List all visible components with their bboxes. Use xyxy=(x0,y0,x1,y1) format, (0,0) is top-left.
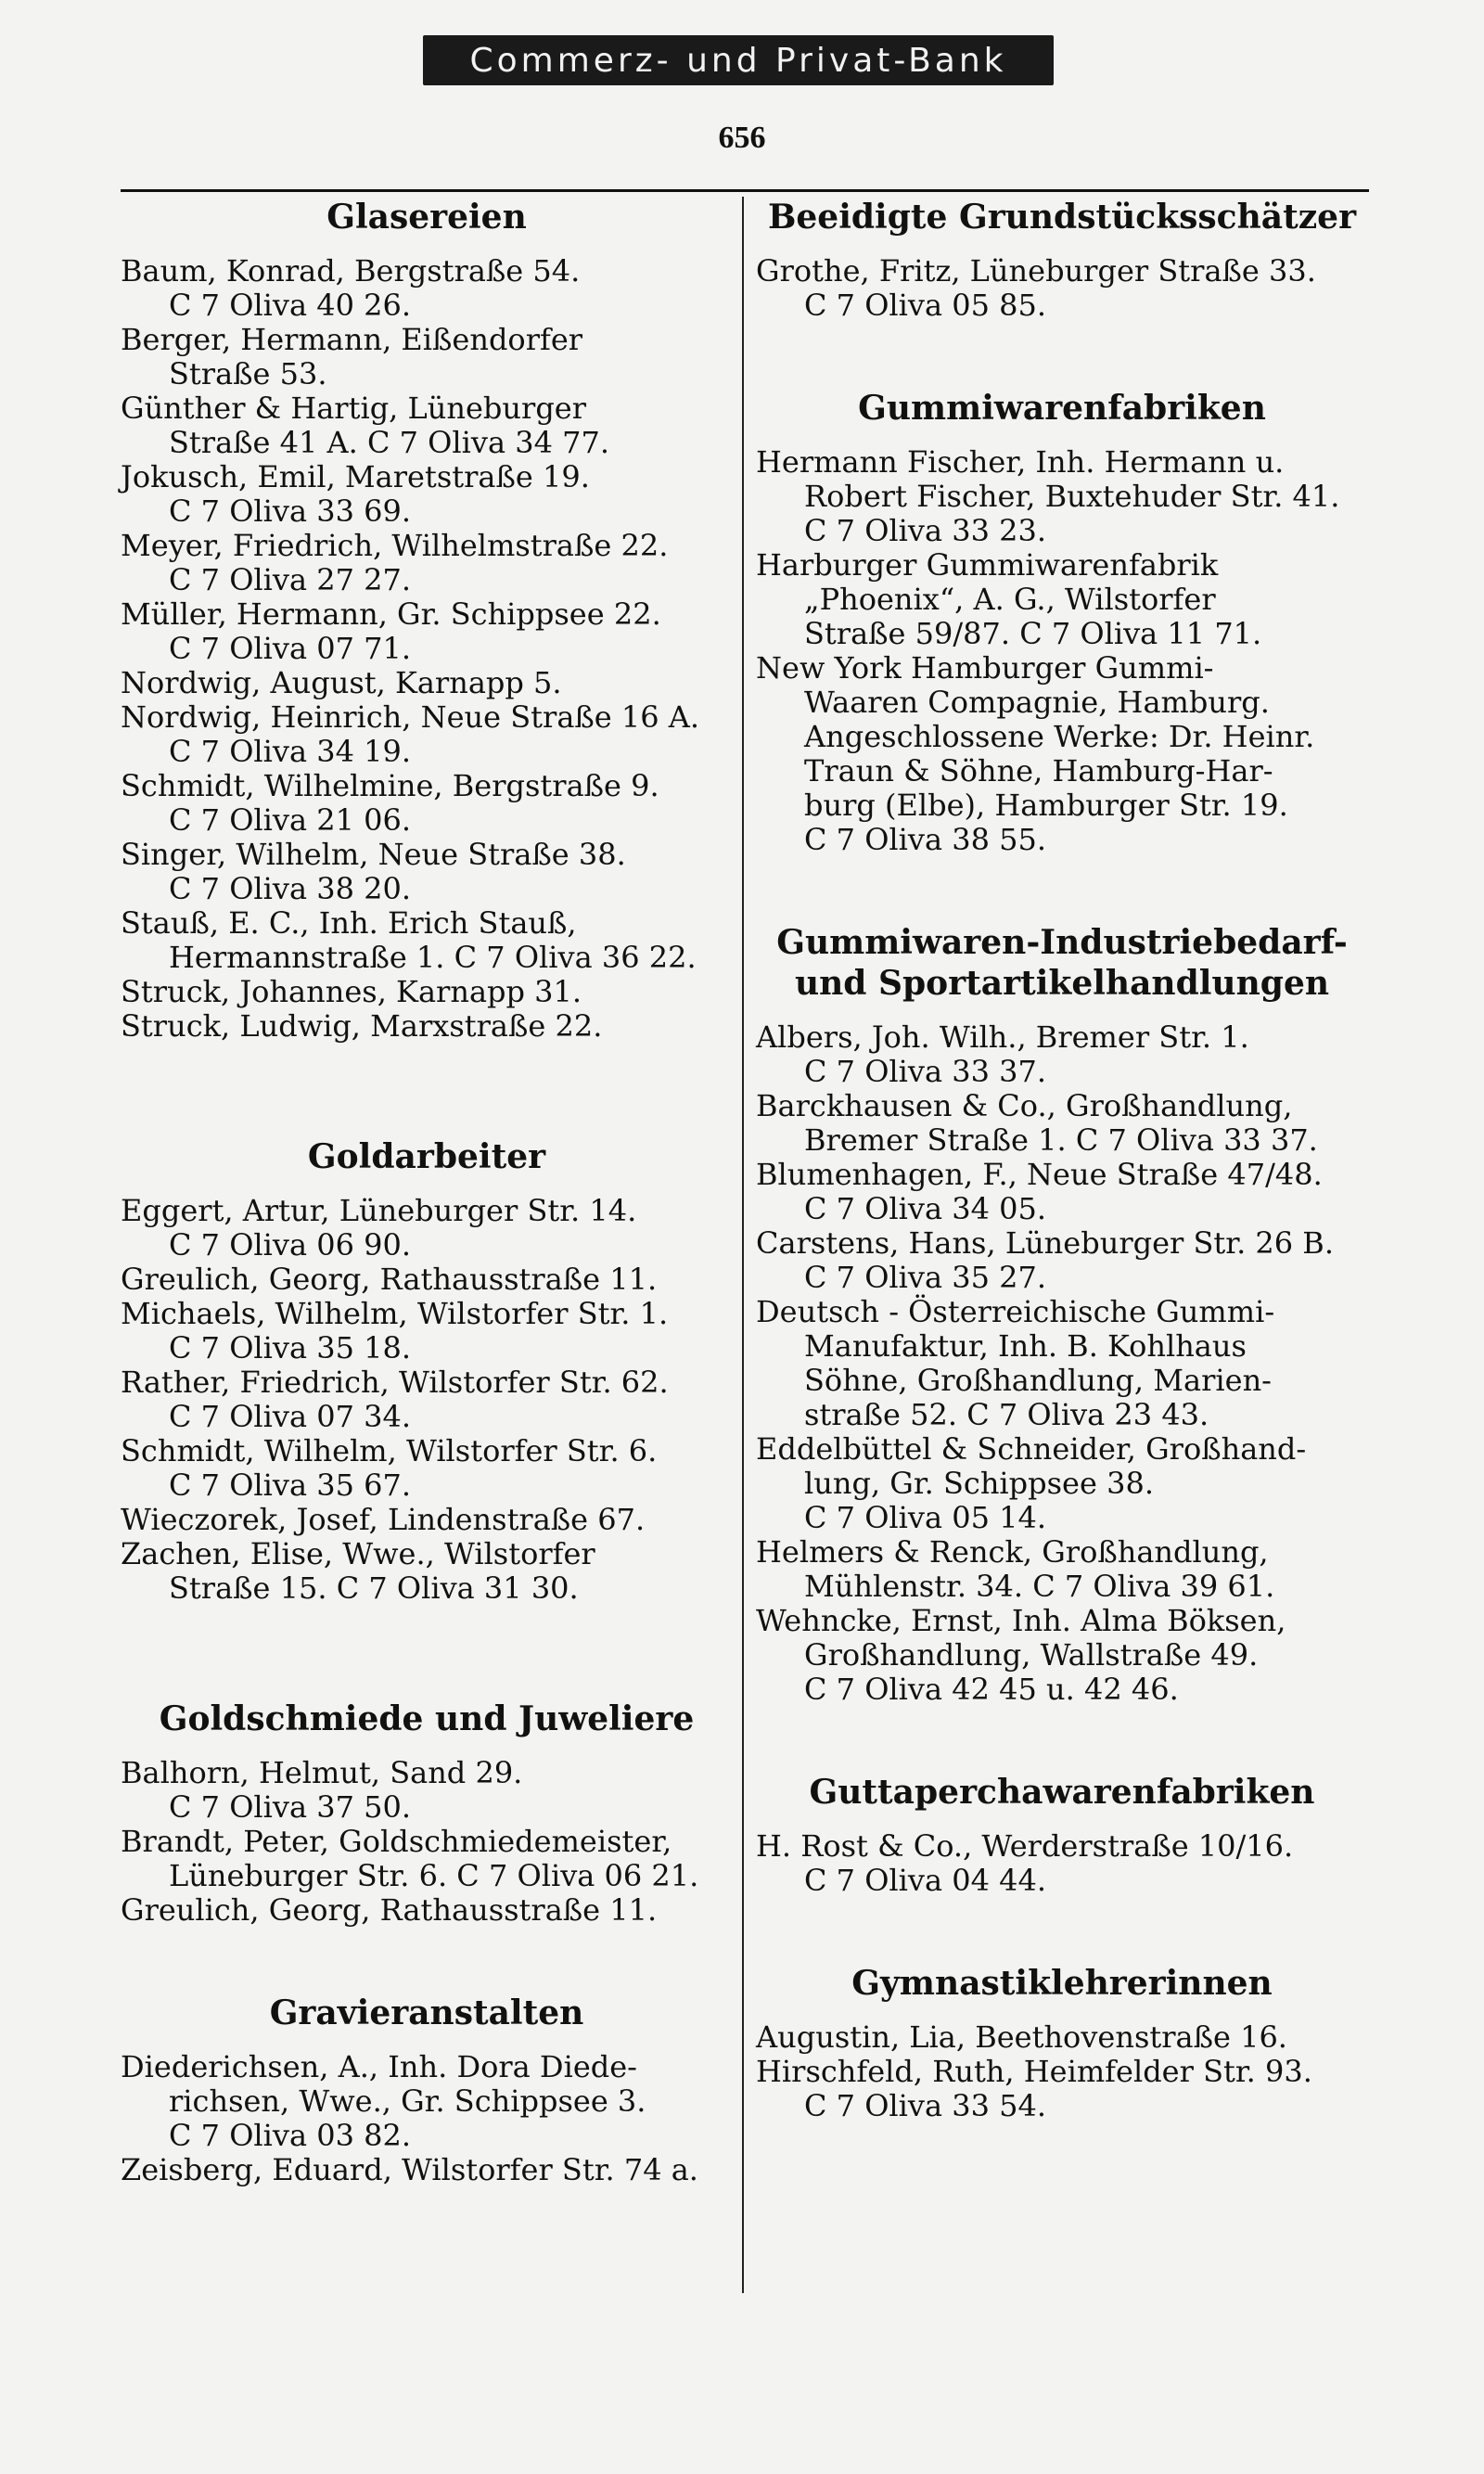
entry-line: H. Rost & Co., Werderstraße 10/16. xyxy=(756,1828,1294,1864)
directory-section xyxy=(756,197,1368,323)
entry-line: Wehncke, Ernst, Inh. Alma Böksen, xyxy=(756,1603,1286,1638)
directory-section xyxy=(121,1993,733,2187)
section-title: Goldarbeiter xyxy=(307,1137,546,1176)
entry-line: Müller, Hermann, Gr. Schippsee 22. xyxy=(121,596,661,632)
entry-continuation: C 7 Oliva 38 20. xyxy=(169,871,411,906)
entry-line: Meyer, Friedrich, Wilhelmstraße 22. xyxy=(121,528,669,563)
directory-entry xyxy=(121,1009,733,1044)
entry-continuation: C 7 Oliva 42 45 u. 42 46. xyxy=(804,1672,1179,1707)
entry-continuation: richsen, Wwe., Gr. Schippsee 3. xyxy=(169,2083,646,2119)
directory-entry xyxy=(756,651,1368,720)
entry-line: Jokusch, Emil, Maretstraße 19. xyxy=(121,459,590,494)
entry-line: Eggert, Artur, Lüneburger Str. 14. xyxy=(121,1193,637,1228)
entry-continuation: Mühlenstr. 34. C 7 Oliva 39 61. xyxy=(804,1569,1275,1604)
entry-continuation: C 7 Oliva 03 82. xyxy=(169,2118,411,2153)
directory-entry xyxy=(121,1434,733,1503)
bank-banner: Commerz- und Privat-Bank xyxy=(423,35,1054,85)
directory-entry xyxy=(756,823,1368,857)
section-title: Glasereien xyxy=(326,198,527,237)
entry-line: Barckhausen & Co., Großhandlung, xyxy=(756,1088,1293,1123)
entry-continuation: C 7 Oliva 07 71. xyxy=(169,631,411,666)
entry-line: Greulich, Georg, Rathausstraße 11. xyxy=(121,1262,658,1297)
entry-continuation: C 7 Oliva 35 67. xyxy=(169,1468,411,1503)
directory-entry xyxy=(121,838,733,906)
directory-entry xyxy=(756,1432,1368,1501)
entry-line: Balhorn, Helmut, Sand 29. xyxy=(121,1755,523,1790)
entry-continuation: C 7 Oliva 07 34. xyxy=(169,1399,411,1434)
entry-continuation: C 7 Oliva 37 50. xyxy=(169,1789,411,1825)
section-title: Goldschmiede und Juweliere xyxy=(159,1699,695,1738)
entry-line: Hirschfeld, Ruth, Heimfelder Str. 93. xyxy=(756,2054,1312,2089)
directory-entry xyxy=(756,720,1368,754)
entry-continuation: Straße 59/87. C 7 Oliva 11 71. xyxy=(804,616,1262,651)
left-column xyxy=(121,197,733,2187)
entry-line: Schmidt, Wilhelmine, Bergstraße 9. xyxy=(121,768,659,803)
directory-entry xyxy=(756,1673,1368,1707)
directory-entry xyxy=(756,445,1368,514)
entry-line: Harburger Gummiwarenfabrik xyxy=(756,547,1219,583)
directory-entry xyxy=(121,1537,733,1606)
entry-continuation: Straße 53. xyxy=(169,356,327,391)
directory-section xyxy=(121,1136,733,1606)
entry-line: Zeisberg, Eduard, Wilstorfer Str. 74 a. xyxy=(121,2152,698,2187)
section-title: Gummiwaren-Industriebedarf- und Sportartikelhandlungen xyxy=(776,923,1348,1003)
directory-entry xyxy=(121,700,733,769)
directory-section xyxy=(121,197,733,1044)
entry-line: Michaels, Wilhelm, Wilstorfer Str. 1. xyxy=(121,1296,669,1331)
entry-continuation: C 7 Oliva 38 55. xyxy=(804,822,1046,857)
entry-line: Greulich, Georg, Rathausstraße 11. xyxy=(121,1892,658,1928)
directory-section xyxy=(121,1698,733,1928)
entry-continuation: „Phoenix“, A. G., Wilstorfer xyxy=(804,582,1216,617)
entry-continuation: C 7 Oliva 35 18. xyxy=(169,1330,411,1365)
directory-entry xyxy=(756,1295,1368,1364)
entry-continuation: C 7 Oliva 40 26. xyxy=(169,288,411,323)
directory-entry xyxy=(756,1829,1368,1898)
directory-entry xyxy=(121,975,733,1009)
directory-section xyxy=(756,388,1368,857)
entry-continuation: C 7 Oliva 35 27. xyxy=(804,1260,1046,1295)
entry-continuation: lung, Gr. Schippsee 38. xyxy=(804,1466,1154,1501)
directory-entry xyxy=(756,788,1368,823)
entry-line: Blumenhagen, F., Neue Straße 47/48. xyxy=(756,1157,1323,1192)
header-rule xyxy=(121,189,1369,192)
section-title: Guttaperchawarenfabriken xyxy=(809,1773,1315,1812)
directory-entry xyxy=(756,1364,1368,1398)
entry-continuation: C 7 Oliva 34 19. xyxy=(169,734,411,769)
directory-entry xyxy=(756,1158,1368,1226)
directory-entry xyxy=(121,1503,733,1537)
directory-entry xyxy=(756,1604,1368,1673)
entry-line: Hermann Fischer, Inh. Hermann u. xyxy=(756,444,1285,480)
entry-line: Struck, Johannes, Karnapp 31. xyxy=(121,974,582,1009)
directory-entry xyxy=(756,754,1368,788)
directory-entry xyxy=(121,2050,733,2119)
right-column xyxy=(756,197,1368,2123)
entry-continuation: Straße 41 A. C 7 Oliva 34 77. xyxy=(169,425,609,460)
entry-continuation: C 7 Oliva 04 44. xyxy=(804,1863,1046,1898)
entry-continuation: Waaren Compagnie, Hamburg. xyxy=(804,685,1270,720)
directory-entry xyxy=(121,1297,733,1365)
entry-line: Günther & Hartig, Lüneburger xyxy=(121,391,587,426)
entry-continuation: C 7 Oliva 05 85. xyxy=(804,288,1046,323)
directory-entry xyxy=(756,1020,1368,1089)
directory-entry xyxy=(121,769,733,838)
entry-continuation: burg (Elbe), Hamburger Str. 19. xyxy=(804,788,1288,823)
directory-entry xyxy=(121,254,733,323)
entry-line: Carstens, Hans, Lüneburger Str. 26 B. xyxy=(756,1225,1334,1261)
entry-line: Albers, Joh. Wilh., Bremer Str. 1. xyxy=(756,1019,1249,1055)
entry-line: Nordwig, August, Karnapp 5. xyxy=(121,665,562,700)
directory-entry xyxy=(121,529,733,597)
entry-continuation: C 7 Oliva 27 27. xyxy=(169,562,411,597)
entry-continuation: C 7 Oliva 33 69. xyxy=(169,494,411,529)
section-title: Gravieranstalten xyxy=(269,1993,584,2032)
entry-line: Singer, Wilhelm, Neue Straße 38. xyxy=(121,837,626,872)
directory-entry xyxy=(121,1263,733,1297)
entry-continuation: straße 52. C 7 Oliva 23 43. xyxy=(804,1397,1209,1432)
entry-continuation: C 7 Oliva 05 14. xyxy=(804,1500,1046,1535)
section-title: Beeidigte Grundstücksschätzer xyxy=(767,198,1357,237)
entry-continuation: Traun & Söhne, Hamburg-Har- xyxy=(804,753,1273,788)
directory-entry xyxy=(756,617,1368,651)
directory-entry xyxy=(756,1501,1368,1535)
entry-continuation: C 7 Oliva 21 06. xyxy=(169,802,411,838)
section-title: Gummiwarenfabriken xyxy=(858,389,1266,428)
directory-section xyxy=(756,1772,1368,1898)
directory-entry xyxy=(756,548,1368,617)
directory-entry xyxy=(756,1535,1368,1604)
entry-line: Helmers & Renck, Großhandlung, xyxy=(756,1534,1269,1570)
entry-continuation: C 7 Oliva 33 23. xyxy=(804,513,1046,548)
directory-entry xyxy=(121,666,733,700)
entry-line: Nordwig, Heinrich, Neue Straße 16 A. xyxy=(121,699,700,735)
entry-line: Eddelbüttel & Schneider, Großhand- xyxy=(756,1431,1307,1467)
entry-continuation: C 7 Oliva 34 05. xyxy=(804,1191,1046,1226)
section-title: Gymnastiklehrerinnen xyxy=(851,1964,1273,2003)
directory-entry xyxy=(756,1226,1368,1295)
directory-entry xyxy=(121,2153,733,2187)
directory-section xyxy=(756,1963,1368,2123)
entry-continuation: Angeschlossene Werke: Dr. Heinr. xyxy=(804,719,1315,754)
column-divider xyxy=(742,197,744,2293)
directory-entry xyxy=(756,254,1368,323)
entry-line: Struck, Ludwig, Marxstraße 22. xyxy=(121,1008,603,1044)
directory-entry xyxy=(121,460,733,529)
directory-entry xyxy=(121,1893,733,1928)
page-number: 656 xyxy=(718,121,766,155)
entry-line: Deutsch - Österreichische Gummi- xyxy=(756,1294,1275,1329)
directory-entry xyxy=(756,514,1368,548)
entry-continuation: C 7 Oliva 06 90. xyxy=(169,1227,411,1263)
entry-line: Grothe, Fritz, Lüneburger Straße 33. xyxy=(756,253,1316,288)
directory-entry xyxy=(121,1365,733,1434)
entry-line: Schmidt, Wilhelm, Wilstorfer Str. 6. xyxy=(121,1433,658,1468)
entry-line: Stauß, E. C., Inh. Erich Stauß, xyxy=(121,905,577,941)
directory-entry xyxy=(756,2055,1368,2123)
entry-line: Berger, Hermann, Eißendorfer xyxy=(121,322,583,357)
entry-line: Diederichsen, A., Inh. Dora Diede- xyxy=(121,2049,637,2084)
entry-line: Wieczorek, Josef, Lindenstraße 67. xyxy=(121,1502,646,1537)
entry-continuation: Hermannstraße 1. C 7 Oliva 36 22. xyxy=(169,940,697,975)
entry-continuation: C 7 Oliva 33 37. xyxy=(804,1054,1046,1089)
directory-entry xyxy=(756,1398,1368,1432)
entry-continuation: Lüneburger Str. 6. C 7 Oliva 06 21. xyxy=(169,1858,699,1893)
entry-line: Augustin, Lia, Beethovenstraße 16. xyxy=(756,2019,1287,2055)
directory-section xyxy=(756,922,1368,1707)
directory-entry xyxy=(121,906,733,975)
entry-continuation: Robert Fischer, Buxtehuder Str. 41. xyxy=(804,479,1340,514)
directory-entry xyxy=(121,1194,733,1263)
entry-continuation: Manufaktur, Inh. B. Kohlhaus xyxy=(804,1328,1247,1364)
entry-continuation: Söhne, Großhandlung, Marien- xyxy=(804,1363,1272,1398)
entry-line: Zachen, Elise, Wwe., Wilstorfer xyxy=(121,1536,595,1571)
directory-entry xyxy=(121,2119,733,2153)
entry-line: Brandt, Peter, Goldschmiedemeister, xyxy=(121,1824,672,1859)
directory-entry xyxy=(121,597,733,666)
entry-continuation: C 7 Oliva 33 54. xyxy=(804,2088,1046,2123)
entry-line: Rather, Friedrich, Wilstorfer Str. 62. xyxy=(121,1365,669,1400)
directory-entry xyxy=(121,323,733,391)
entry-continuation: Großhandlung, Wallstraße 49. xyxy=(804,1637,1259,1673)
entry-continuation: Bremer Straße 1. C 7 Oliva 33 37. xyxy=(804,1122,1318,1158)
directory-entry xyxy=(756,2020,1368,2055)
entry-line: New York Hamburger Gummi- xyxy=(756,650,1214,686)
directory-entry xyxy=(121,1825,733,1893)
entry-continuation: Straße 15. C 7 Oliva 31 30. xyxy=(169,1570,579,1606)
directory-entry xyxy=(121,391,733,460)
directory-entry xyxy=(121,1756,733,1825)
entry-line: Baum, Konrad, Bergstraße 54. xyxy=(121,253,581,288)
directory-entry xyxy=(756,1089,1368,1158)
